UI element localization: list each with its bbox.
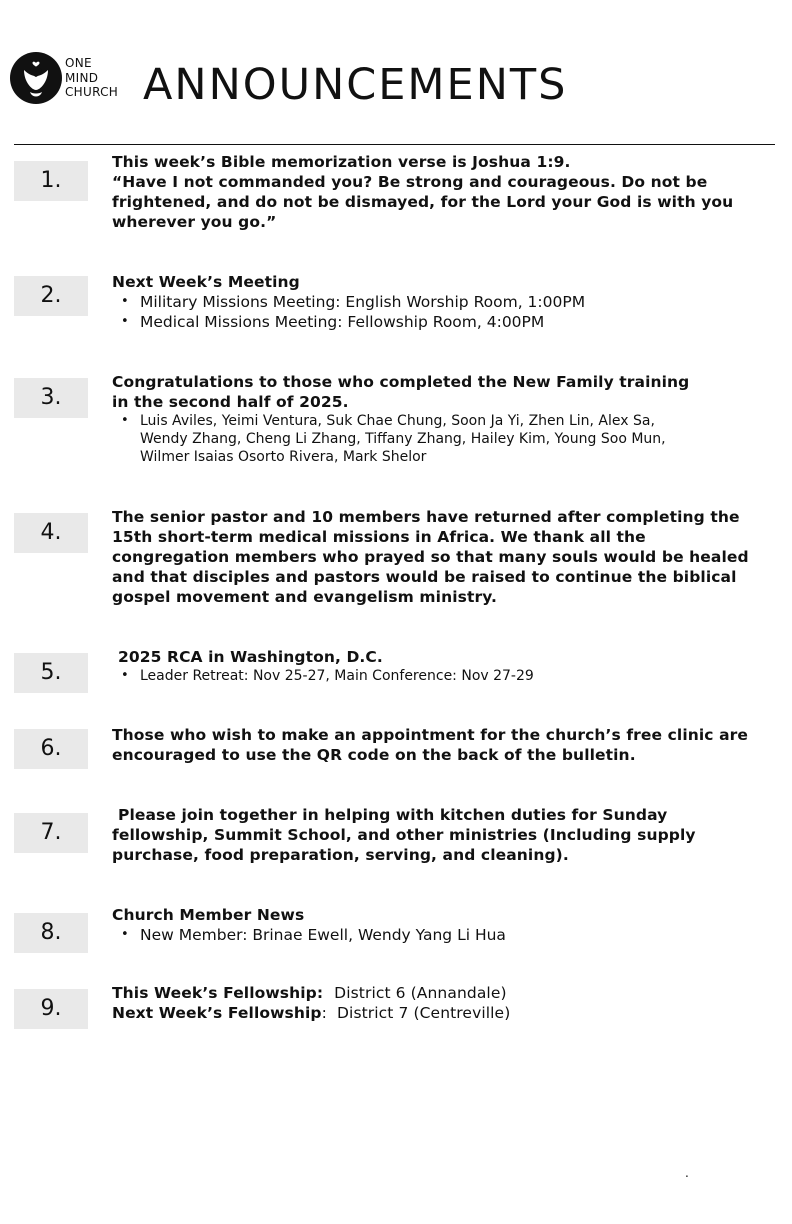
item-content bbox=[112, 667, 777, 685]
bullet-list bbox=[112, 925, 777, 945]
list-item bbox=[112, 412, 777, 466]
item-line: “Have I not commanded you? Be strong and courageous. Do not be bbox=[112, 173, 708, 191]
item-content bbox=[112, 725, 777, 765]
fellowship-label: This Week’s Fellowship: bbox=[112, 984, 324, 1002]
item-heading: Church Member News bbox=[112, 906, 305, 924]
footer-mark: . bbox=[685, 1166, 689, 1180]
item-line: congregation members who prayed so that many souls would be healed bbox=[112, 548, 749, 566]
list-item: • Military Missions Meeting: English Worship Room, 1:00PM bbox=[112, 292, 777, 312]
logo-line: ONE bbox=[65, 56, 92, 70]
item-content bbox=[112, 983, 777, 1023]
item-content bbox=[112, 905, 777, 945]
name-line: Wendy Zhang, Cheng Li Zhang, Tiffany Zhang, Hailey Kim, Young Soo Mun, bbox=[140, 431, 666, 447]
list-item: • Medical Missions Meeting: Fellowship Room, 4:00PM bbox=[112, 312, 777, 332]
list-item: • Leader Retreat: Nov 25-27, Main Conference: Nov 27-29 bbox=[112, 667, 777, 685]
item-number: 1. bbox=[14, 161, 88, 201]
item-line: fellowship, Summit School, and other ministries (Including supply bbox=[112, 826, 696, 844]
item-line: Congratulations to those who completed the New Family training bbox=[112, 373, 690, 391]
fellowship-label: Next Week’s Fellowship bbox=[112, 1004, 322, 1022]
item-number: 3. bbox=[14, 378, 88, 418]
item-content bbox=[112, 805, 777, 865]
item-content bbox=[112, 507, 777, 607]
item-heading: 2025 RCA in Washington, D.C. bbox=[118, 648, 383, 666]
fellowship-value: District 6 (Annandale) bbox=[334, 984, 507, 1002]
item-line: and that disciples and pastors would be raised to continue the biblical bbox=[112, 568, 737, 586]
header-divider bbox=[14, 144, 775, 145]
page-title: ANNOUNCEMENTS bbox=[143, 60, 568, 110]
page-header bbox=[10, 52, 780, 108]
item-line: purchase, food preparation, serving, and cleaning). bbox=[112, 846, 569, 864]
logo-line: CHURCH bbox=[65, 85, 119, 99]
bullet-list bbox=[112, 667, 777, 685]
item-content bbox=[112, 152, 777, 232]
item-line: wherever you go.” bbox=[112, 213, 277, 231]
item-content bbox=[118, 647, 783, 667]
logo-wordmark bbox=[65, 56, 118, 100]
item-line: 15th short-term medical missions in Africa. We thank all the bbox=[112, 528, 646, 546]
item-line: Those who wish to make an appointment for the church’s free clinic are bbox=[112, 726, 748, 744]
item-line: in the second half of 2025. bbox=[112, 393, 349, 411]
item-line: Please join together in helping with kitchen duties for Sunday bbox=[118, 806, 668, 824]
item-line: gospel movement and evangelism ministry. bbox=[112, 588, 497, 606]
item-heading: Next Week’s Meeting bbox=[112, 273, 300, 291]
church-logo bbox=[10, 52, 62, 104]
fellowship-value: : District 7 (Centreville) bbox=[321, 1004, 511, 1022]
name-line: • Luis Aviles, Yeimi Ventura, Suk Chae Chung, Soon Ja Yi, Zhen Lin, Alex Sa, bbox=[140, 413, 655, 429]
item-line: The senior pastor and 10 members have returned after completing the bbox=[112, 508, 740, 526]
item-number: 2. bbox=[14, 276, 88, 316]
item-line: frightened, and do not be dismayed, for the Lord your God is with you bbox=[112, 193, 734, 211]
item-number: 7. bbox=[14, 813, 88, 853]
item-number: 5. bbox=[14, 653, 88, 693]
item-number: 9. bbox=[14, 989, 88, 1029]
item-number: 4. bbox=[14, 513, 88, 553]
fellowship-this-week bbox=[112, 983, 777, 1003]
bullet-list bbox=[112, 292, 777, 332]
item-line: encouraged to use the QR code on the back of the bulletin. bbox=[112, 746, 636, 764]
item-number: 6. bbox=[14, 729, 88, 769]
heart-person-icon bbox=[10, 52, 62, 104]
fellowship-next-week bbox=[112, 1003, 777, 1023]
item-number: 8. bbox=[14, 913, 88, 953]
item-content bbox=[112, 372, 777, 466]
item-content bbox=[112, 272, 777, 332]
logo-line: MIND bbox=[65, 70, 99, 85]
bullet-list bbox=[112, 412, 777, 466]
list-item: • New Member: Brinae Ewell, Wendy Yang Li Hua bbox=[112, 925, 777, 945]
item-line: This week’s Bible memorization verse is Joshua 1:9. bbox=[112, 153, 571, 171]
name-line: Wilmer Isaias Osorto Rivera, Mark Shelor bbox=[140, 449, 427, 465]
